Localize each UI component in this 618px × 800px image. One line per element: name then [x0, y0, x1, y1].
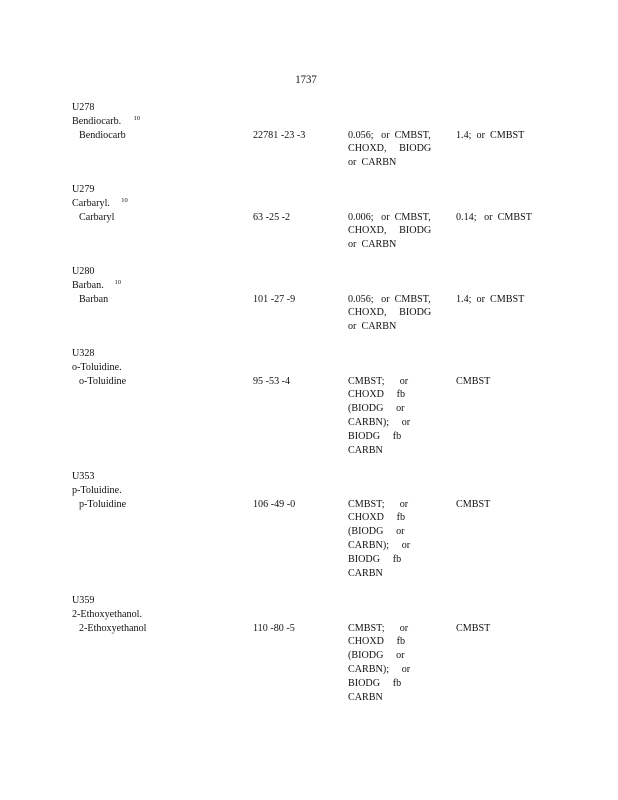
waste-code: U280	[72, 265, 95, 277]
wastewater-standard: CMBST; or CHOXD fb (BIODG or CARBN); or BIODG fb CARBN	[348, 621, 411, 703]
waste-entry	[72, 265, 592, 333]
waste-name: 2-Ethoxyethanol.	[72, 607, 142, 620]
constituent-row	[72, 621, 592, 703]
waste-entry	[72, 183, 592, 251]
constituent-name: p-Toluidine	[79, 497, 127, 510]
nonwastewater-standard: 0.14; or CMBST	[456, 210, 532, 223]
waste-name: Carbaryl. $^{10}$	[72, 196, 128, 209]
wastewater-standard: 0.006; or CMBST, CHOXD, BIODG or CARBN	[348, 210, 432, 251]
constituent-name: o-Toluidine	[79, 374, 127, 387]
cas-number: 63 -25 -2	[253, 210, 291, 223]
page-number: 1737	[295, 72, 317, 86]
waste-code: U353	[72, 470, 95, 482]
constituent-row	[72, 128, 592, 169]
waste-name: p-Toluidine.	[72, 483, 122, 496]
waste-entry	[72, 470, 592, 579]
nonwastewater-standard: CMBST	[456, 374, 491, 387]
constituent-name: Bendiocarb	[79, 128, 126, 141]
cas-number: 110 -80 -5	[253, 621, 295, 634]
constituent-name: Barban	[79, 292, 109, 305]
waste-code: U278	[72, 101, 95, 113]
waste-name: Bendiocarb. $^{10}$	[72, 114, 140, 127]
wastewater-standard: 0.056; or CMBST, CHOXD, BIODG or CARBN	[348, 128, 432, 169]
wastewater-standard: CMBST; or CHOXD fb (BIODG or CARBN); or BIODG fb CARBN	[348, 497, 411, 579]
constituent-row	[72, 497, 592, 579]
cas-number: 22781 -23 -3	[253, 128, 306, 141]
cas-number: 101 -27 -9	[253, 292, 296, 305]
constituent-row	[72, 292, 592, 333]
footnote-marker: 10	[133, 114, 140, 122]
wastewater-standard: 0.056; or CMBST, CHOXD, BIODG or CARBN	[348, 292, 432, 333]
nonwastewater-standard: 1.4; or CMBST	[456, 128, 525, 141]
footnote-marker: 10	[121, 196, 128, 204]
waste-code: U279	[72, 183, 95, 195]
wastewater-standard: CMBST; or CHOXD fb (BIODG or CARBN); or BIODG fb CARBN	[348, 374, 411, 456]
constituent-row	[72, 210, 592, 251]
waste-entry	[72, 594, 592, 703]
footnote-marker: 10	[114, 278, 122, 286]
cas-number: 95 -53 -4	[253, 374, 291, 387]
constituent-name: 2-Ethoxyethanol	[79, 621, 147, 634]
constituent-name: Carbaryl	[79, 210, 115, 223]
cas-number: 106 -49 -0	[253, 497, 296, 510]
waste-entry	[72, 347, 592, 456]
waste-entry	[72, 101, 592, 169]
waste-name: Barban. $^{10}$	[72, 278, 122, 291]
waste-code: U359	[72, 594, 95, 606]
waste-name: o-Toluidine.	[72, 360, 122, 373]
waste-code: U328	[72, 347, 95, 359]
nonwastewater-standard: 1.4; or CMBST	[456, 292, 525, 305]
constituent-row	[72, 374, 592, 456]
nonwastewater-standard: CMBST	[456, 621, 491, 634]
nonwastewater-standard: CMBST	[456, 497, 491, 510]
